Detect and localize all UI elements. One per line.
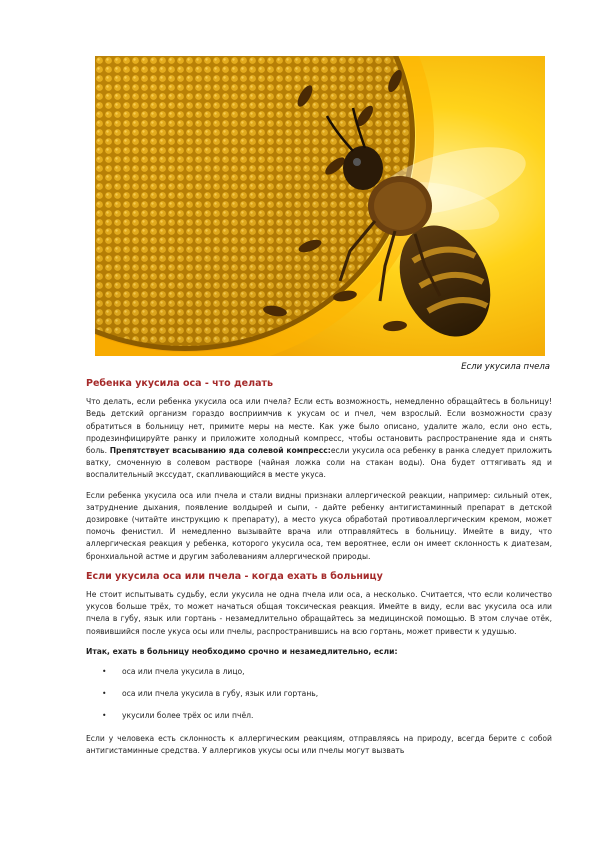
list-item-text: укусили более трёх ос или пчёл. bbox=[122, 711, 254, 721]
bullet-icon: • bbox=[102, 667, 107, 677]
list-item-text: оса или пчела укусила в губу, язык или гортань, bbox=[122, 689, 319, 699]
paragraph-first-aid bbox=[86, 396, 552, 481]
paragraph-first-aid-text-end: если укусила оса ребенку в ранка следует приложить ватку, смоченную в солевом растворе (чайная ложка соли на стакан воды). Она будет оттягивать яд и воспалительный экссудат, скапливающийся в месте укуса. bbox=[86, 446, 552, 480]
bullet-icon: • bbox=[102, 711, 107, 721]
list-item bbox=[86, 666, 552, 678]
paragraph-urgent-emphasis: Итак, ехать в больницу необходимо срочно и незамедлительно, если: bbox=[86, 646, 398, 656]
paragraph-allergy: Если ребенка укусила оса или пчела и стали видны признаки аллергической реакции, например: сильный отек, затруднение дыхания, появление волдырей и сыпи, - дайте ребенку антигистаминный препарат в детской дозировке (читайте инструкцию к препарату), а место укуса обработай противоаллергическим кремом, может помочь фенистил. И немедленно вызывайте врача или отправляйтесь в больницу. Имейте в виду, что аллергическая реакция у ребенка, которого укусила оса, тем вероятнее, если он имеет склонность к диатезам, бронхиальной астме и другим заболеваниям аллергической природы. bbox=[86, 490, 552, 561]
section-heading-hospital: Если укусила оса или пчела - когда ехать в больницу bbox=[86, 570, 383, 582]
bullet-icon: • bbox=[102, 689, 107, 699]
list-item bbox=[86, 710, 552, 722]
section-heading-child-sting: Ребенка укусила оса - что делать bbox=[86, 378, 273, 389]
paragraph-first-aid-text: Что делать, если ребенка укусила оса или пчела? Если есть возможность, немедленно обращайтесь в больницу! Ведь детский организм гораздо восприимчив к укусам ос и пчел, чем взрослый. Если возможности сразу обратиться в больницу нет, примите меры на месте. Как уже было описано, удалите жало, если оно есть, продезинфицируйте ранку и приложите холодный компресс, чтобы остановить распространение яда и снять боль. bbox=[86, 397, 552, 456]
list-item bbox=[86, 688, 552, 700]
paragraph-multiple-stings: Не стоит испытывать судьбу, если укусила не одна пчела или оса, а несколько. Считается, что если количество укусов больше трёх, то может начаться общая токсическая реакция. Имейте в виду, если вас укусила оса или пчела в губу, язык или гортань - незамедлительно обращайтесь за медицинской помощью. В этом случае отёк, появившийся после укуса осы или пчелы, распространившись на всю гортань, может привести к удушью. bbox=[86, 590, 552, 636]
paragraph-first-aid-emphasis: Препятствует всасыванию яда солевой компресс: bbox=[109, 446, 331, 456]
article-body bbox=[86, 378, 552, 765]
urgent-reasons-list bbox=[86, 666, 552, 723]
paragraph-allergy-advice: Если у человека есть склонность к аллергическим реакциям, отправляясь на природу, всегда берите с собой антигистаминные средства. У аллергиков укусы осы или пчелы могут вызвать bbox=[86, 733, 552, 755]
list-item-text: оса или пчела укусила в лицо, bbox=[122, 667, 245, 677]
bee-on-sunflower-photo bbox=[95, 56, 545, 356]
photo-caption: Если укусила пчела bbox=[461, 362, 550, 372]
